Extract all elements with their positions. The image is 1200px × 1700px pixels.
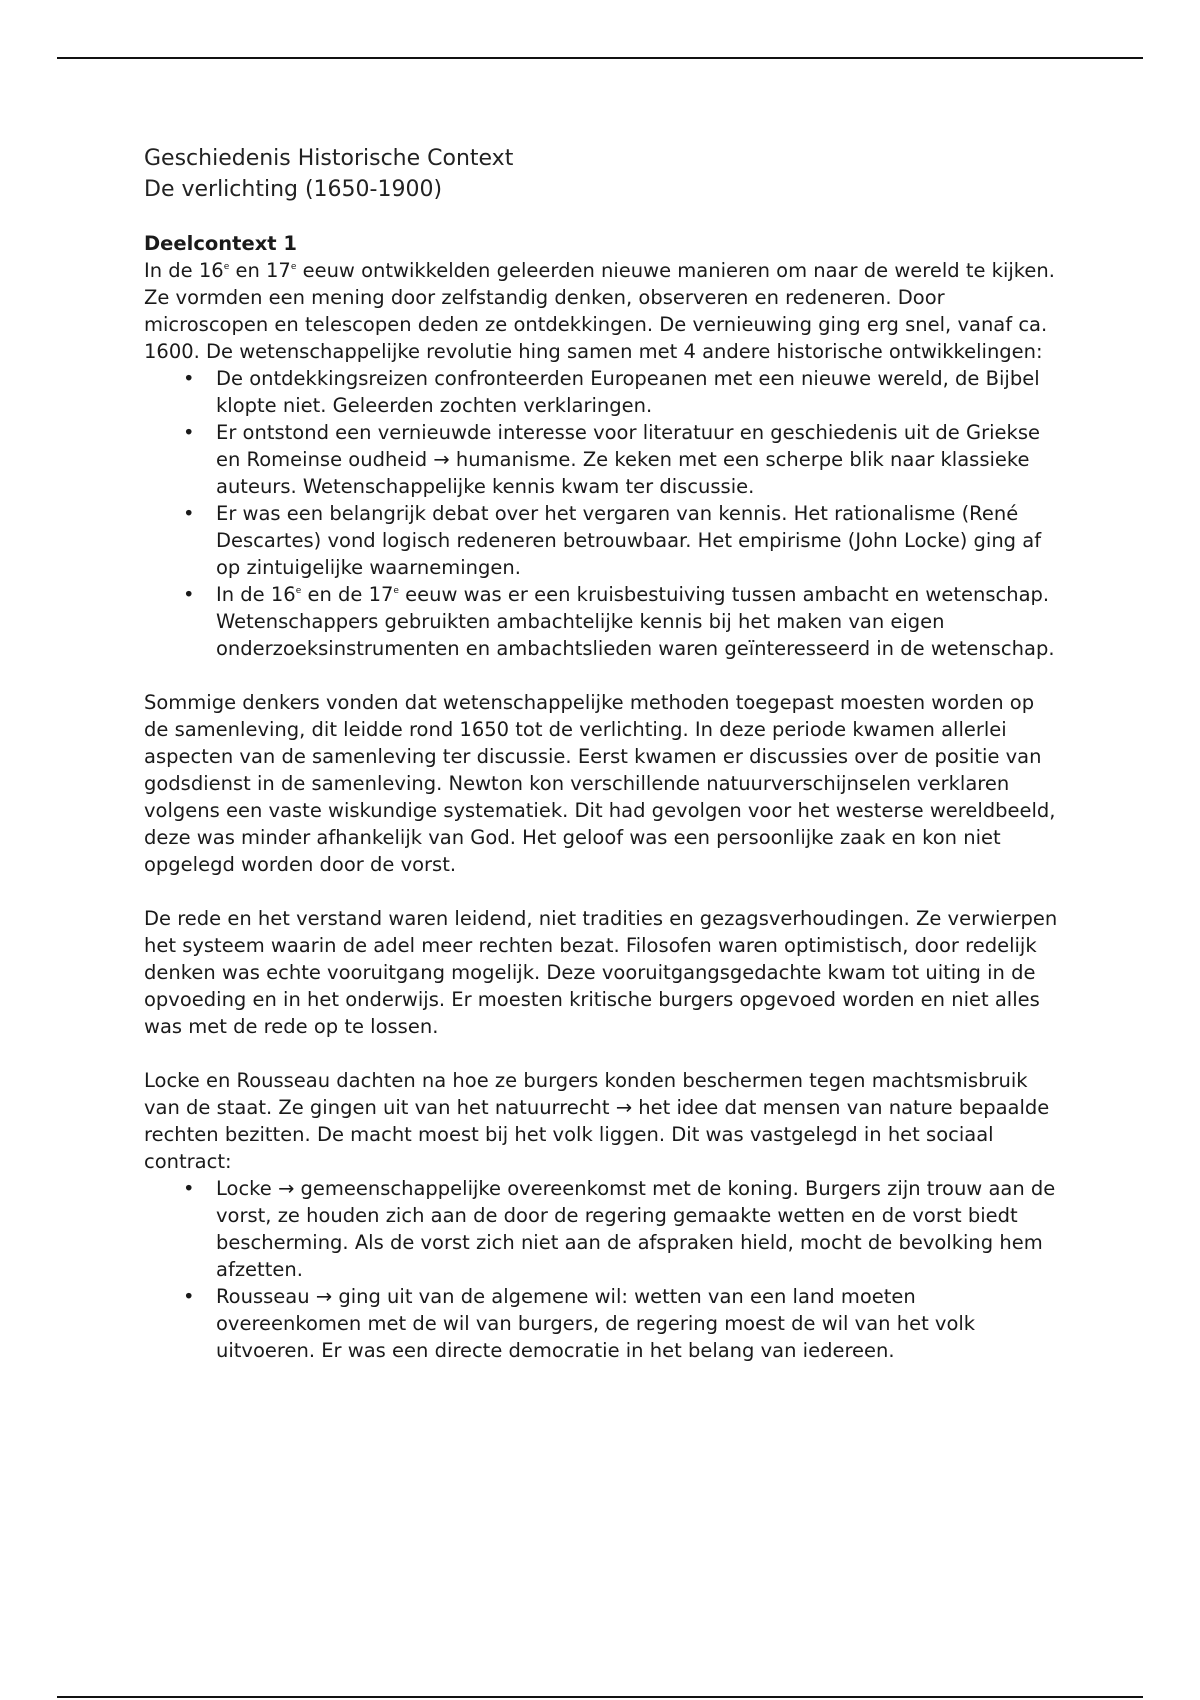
list-item: • Er ontstond een vernieuwde interesse voor literatuur en geschiedenis uit de Griekse en Romeinse oudheid → humanisme. Ze keken met een scherpe blik naar klassieke auteurs. Wetenschappelijke kennis kwam ter discussie. [183,421,1040,498]
section-heading: Deelcontext 1 [144,232,297,255]
bullet-icon: • [183,502,195,525]
bullet-icon: • [183,583,195,606]
list-item: • Locke → gemeenschappelijke overeenkomst met de koning. Burgers zijn trouw aan de vorst, ze houden zich aan de door de regering gemaakte wetten en de vorst biedt bescherming. Als de vorst zich niet aan de afspraken hield, mocht de bevolking hem afzetten. [183,1177,1056,1281]
body-paragraph-enlightenment: Sommige denkers vonden dat wetenschappelijke methoden toegepast moesten worden op de samenleving, dit leidde rond 1650 tot de verlichting. In deze periode kwamen allerlei aspecten van de samenleving ter discussie. Eerst kwamen er discussies over de positie van godsdienst in de samenleving. Newton kon verschillende natuurverschijnselen verklaren volgens een vaste wiskundige systematiek. Dit had gevolgen voor het westerse wereldbeeld, deze was minder afhankelijk van God. Het geloof was een persoonlijke zaak en kon niet opgelegd worden door de vorst. [144,691,1056,876]
developments-list [144,365,1064,662]
bullet-icon: • [183,1177,195,1200]
top-rule [57,57,1143,59]
document-body [144,143,1064,1364]
intro-paragraph: In de 16e en 17e eeuw ontwikkelden geleerden nieuwe manieren om naar de wereld te kijken. Ze vormden een mening door zelfstandig denken, observeren en redeneren. Door microscopen en telescopen deden ze ontdekkingen. De vernieuwing ging erg snel, vanaf ca. 1600. De wetenschappelijke revolutie hing samen met 4 andere historische ontwikkelingen: [144,259,1055,363]
list-item: • Er was een belangrijk debat over het vergaren van kennis. Het rationalisme (René Descartes) vond logisch redeneren betrouwbaar. Het empirisme (John Locke) ging af op zintuigelijke waarnemingen. [183,502,1042,579]
bottom-rule [57,1696,1143,1698]
body-paragraph-social-contract: Locke en Rousseau dachten na hoe ze burgers konden beschermen tegen machtsmisbruik van de staat. Ze gingen uit van het natuurrecht → het idee dat mensen van nature bepaalde rechten bezitten. De macht moest bij het volk liggen. Dit was vastgelegd in het sociaal contract: [144,1069,1050,1173]
list-item: • De ontdekkingsreizen confronteerden Europeanen met een nieuwe wereld, de Bijbel klopte niet. Geleerden zochten verklaringen. [183,367,1040,417]
bullet-icon: • [183,1285,195,1308]
document-subtitle: De verlichting (1650-1900) [144,177,443,202]
document-title: Geschiedenis Historische Context [144,146,514,171]
social-contract-list [144,1175,1064,1364]
bullet-icon: • [183,367,195,390]
list-item: • In de 16e en de 17e eeuw was er een kruisbestuiving tussen ambacht en wetenschap. Wetenschappers gebruikten ambachtelijke kennis bij het maken van eigen onderzoeksinstrumenten en ambachtslieden waren geïnteresseerd in de wetenschap. [183,583,1055,660]
bullet-icon: • [183,421,195,444]
list-item: • Rousseau → ging uit van de algemene wil: wetten van een land moeten overeenkomen met de wil van burgers, de regering moest de wil van het volk uitvoeren. Er was een directe democratie in het belang van iedereen. [183,1285,976,1362]
body-paragraph-reason: De rede en het verstand waren leidend, niet tradities en gezagsverhoudingen. Ze verwierpen het systeem waarin de adel meer rechten bezat. Filosofen waren optimistisch, door redelijk denken was echte vooruitgang mogelijk. Deze vooruitgangsgedachte kwam tot uiting in de opvoeding en in het onderwijs. Er moesten kritische burgers opgevoed worden en niet alles was met de rede op te lossen. [144,907,1058,1038]
